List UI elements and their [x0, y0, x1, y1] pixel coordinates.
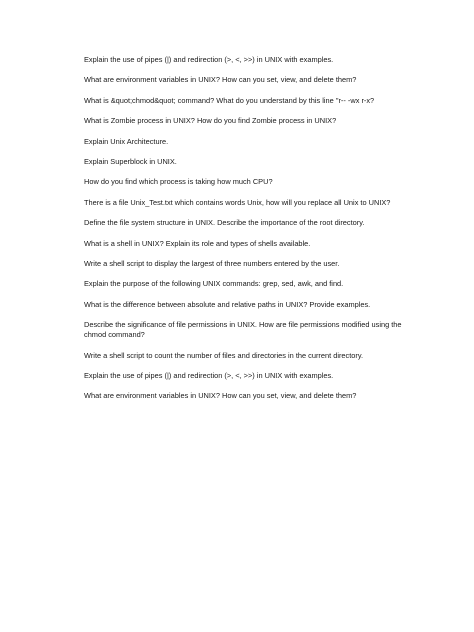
question-item: Explain Superblock in UNIX.: [84, 156, 177, 166]
question-item: Explain the use of pipes (|) and redirection (>, <, >>) in UNIX with examples.: [84, 371, 334, 381]
question-list: [84, 55, 404, 412]
question-item: What are environment variables in UNIX? How can you set, view, and delete them?: [84, 75, 357, 85]
question-item: Write a shell script to display the largest of three numbers entered by the user.: [84, 258, 340, 268]
question-item: Describe the significance of file permissions in UNIX. How are file permissions modified using the chmod command?: [84, 320, 402, 340]
question-item: What is a shell in UNIX? Explain its role and types of shells available.: [84, 238, 311, 248]
question-item: What is &quot;chmod&quot; command? What do you understand by this line "r-- -wx r-x?: [84, 95, 375, 105]
question-item: Explain the use of pipes (|) and redirection (>, <, >>) in UNIX with examples.: [84, 55, 334, 64]
question-item: Write a shell script to count the number of files and directories in the current directory.: [84, 350, 364, 360]
question-item: What are environment variables in UNIX? How can you set, view, and delete them?: [84, 391, 357, 401]
question-item: What is the difference between absolute and relative paths in UNIX? Provide examples.: [84, 299, 371, 309]
question-item: How do you find which process is taking how much CPU?: [84, 177, 273, 187]
question-item: Explain the purpose of the following UNIX commands: grep, sed, awk, and find.: [84, 279, 344, 289]
question-item: Define the file system structure in UNIX. Describe the importance of the root directory.: [84, 218, 365, 228]
question-item: What is Zombie process in UNIX? How do you find Zombie process in UNIX?: [84, 116, 337, 126]
question-item: There is a file Unix_Test.txt which contains words Unix, how will you replace all Unix to UNIX?: [84, 197, 391, 207]
question-item: Explain Unix Architecture.: [84, 136, 169, 146]
